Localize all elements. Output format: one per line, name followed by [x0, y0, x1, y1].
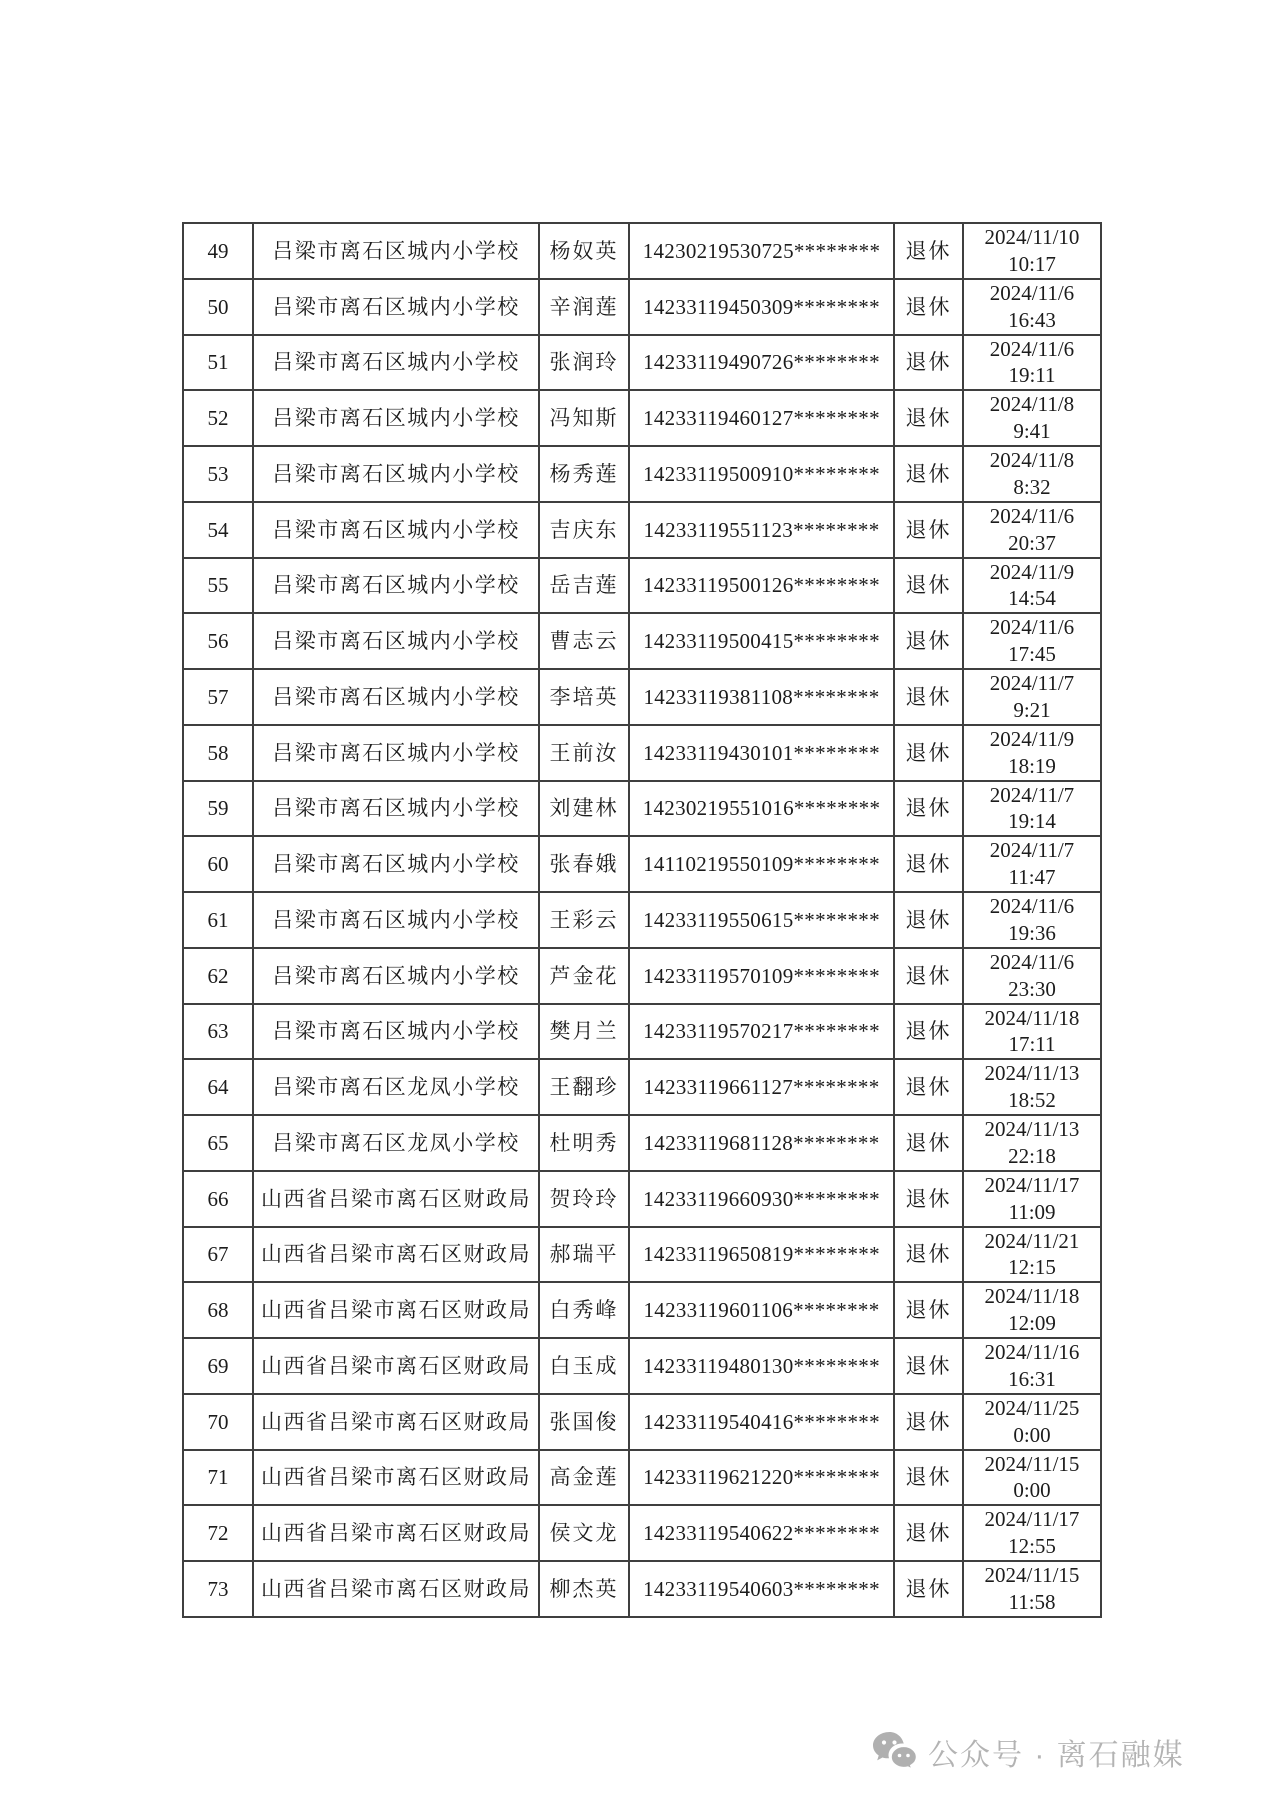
- datetime-cell: [963, 1282, 1101, 1338]
- row-number-cell: 64: [183, 1059, 253, 1115]
- time-text: 18:19: [1008, 753, 1056, 778]
- organization-cell: 吕梁市离石区城内小学校: [253, 390, 539, 446]
- status-cell: 退休: [894, 1450, 963, 1506]
- row-number-cell: 62: [183, 948, 253, 1004]
- datetime-cell: [963, 1338, 1101, 1394]
- table-row: [183, 279, 1101, 335]
- time-text: 18:52: [1008, 1088, 1056, 1113]
- time-text: 12:15: [1008, 1255, 1056, 1280]
- organization-cell: 山西省吕梁市离石区财政局: [253, 1338, 539, 1394]
- table-row: [183, 502, 1101, 558]
- status-cell: 退休: [894, 781, 963, 837]
- person-name-cell: 贺玲玲: [539, 1171, 629, 1227]
- organization-cell: 吕梁市离石区城内小学校: [253, 725, 539, 781]
- organization-cell: 吕梁市离石区龙凤小学校: [253, 1059, 539, 1115]
- time-text: 19:11: [1008, 363, 1056, 388]
- person-name-cell: 杨奴英: [539, 223, 629, 279]
- table-row: [183, 836, 1101, 892]
- id-number-cell: 14233119480130********: [629, 1338, 894, 1394]
- datetime-cell: [963, 836, 1101, 892]
- row-number-cell: 71: [183, 1450, 253, 1506]
- organization-cell: 吕梁市离石区城内小学校: [253, 223, 539, 279]
- datetime-cell: [963, 1450, 1101, 1506]
- organization-cell: 吕梁市离石区城内小学校: [253, 892, 539, 948]
- watermark-text: 公众号 · 离石融媒: [928, 1739, 1185, 1772]
- datetime-cell: [963, 1505, 1101, 1561]
- row-number-cell: 68: [183, 1282, 253, 1338]
- date-text: 2024/11/16: [984, 1340, 1080, 1364]
- id-number-cell: 14233119500126********: [629, 558, 894, 614]
- status-cell: 退休: [894, 390, 963, 446]
- organization-cell: 山西省吕梁市离石区财政局: [253, 1227, 539, 1283]
- row-number-cell: 59: [183, 781, 253, 837]
- organization-cell: 山西省吕梁市离石区财政局: [253, 1394, 539, 1450]
- person-name-cell: 吉庆东: [539, 502, 629, 558]
- status-cell: 退休: [894, 1338, 963, 1394]
- date-text: 2024/11/21: [984, 1228, 1080, 1253]
- id-number-cell: 14233119540603********: [629, 1561, 894, 1617]
- datetime-cell: [963, 725, 1101, 781]
- retiree-table: [182, 222, 1102, 1618]
- id-number-cell: 14233119621220********: [629, 1450, 894, 1506]
- datetime-cell: [963, 948, 1101, 1004]
- id-number-cell: 14233119601106********: [629, 1282, 894, 1338]
- organization-cell: 吕梁市离石区城内小学校: [253, 669, 539, 725]
- datetime-cell: [963, 502, 1101, 558]
- status-cell: 退休: [894, 446, 963, 502]
- time-text: 12:09: [1008, 1311, 1056, 1336]
- id-number-cell: 14233119450309********: [629, 279, 894, 335]
- date-text: 2024/11/6: [989, 280, 1075, 305]
- status-cell: 退休: [894, 613, 963, 669]
- table-row: [183, 948, 1101, 1004]
- row-number-cell: 63: [183, 1004, 253, 1060]
- person-name-cell: 侯文龙: [539, 1505, 629, 1561]
- time-text: 11:58: [1008, 1589, 1056, 1614]
- organization-cell: 山西省吕梁市离石区财政局: [253, 1171, 539, 1227]
- datetime-cell: [963, 613, 1101, 669]
- date-text: 2024/11/6: [989, 949, 1075, 974]
- row-number-cell: 61: [183, 892, 253, 948]
- datetime-cell: [963, 1115, 1101, 1171]
- time-text: 19:36: [1008, 920, 1056, 945]
- datetime-cell: [963, 223, 1101, 279]
- table-row: [183, 1171, 1101, 1227]
- date-text: 2024/11/18: [984, 1005, 1080, 1030]
- date-text: 2024/11/9: [989, 726, 1075, 751]
- date-text: 2024/11/13: [984, 1117, 1080, 1141]
- table-row: [183, 1450, 1101, 1506]
- date-text: 2024/11/17: [984, 1172, 1080, 1197]
- table-row: [183, 1505, 1101, 1561]
- status-cell: 退休: [894, 279, 963, 335]
- person-name-cell: 白玉成: [539, 1338, 629, 1394]
- time-text: 12:55: [1008, 1534, 1056, 1559]
- id-number-cell: 14230219530725********: [629, 223, 894, 279]
- table-row: [183, 446, 1101, 502]
- table-row: [183, 223, 1101, 279]
- status-cell: 退休: [894, 669, 963, 725]
- id-number-cell: 14110219550109********: [629, 836, 894, 892]
- datetime-cell: [963, 892, 1101, 948]
- organization-cell: 吕梁市离石区城内小学校: [253, 446, 539, 502]
- row-number-cell: 49: [183, 223, 253, 279]
- organization-cell: 吕梁市离石区龙凤小学校: [253, 1115, 539, 1171]
- id-number-cell: 14233119681128********: [629, 1115, 894, 1171]
- person-name-cell: 杜明秀: [539, 1115, 629, 1171]
- person-name-cell: 柳杰英: [539, 1561, 629, 1617]
- person-name-cell: 王前汝: [539, 725, 629, 781]
- organization-cell: 吕梁市离石区城内小学校: [253, 1004, 539, 1060]
- organization-cell: 吕梁市离石区城内小学校: [253, 279, 539, 335]
- status-cell: 退休: [894, 1227, 963, 1283]
- row-number-cell: 73: [183, 1561, 253, 1617]
- time-text: 19:14: [1008, 809, 1056, 834]
- row-number-cell: 53: [183, 446, 253, 502]
- organization-cell: 吕梁市离石区城内小学校: [253, 502, 539, 558]
- time-text: 0:00: [1013, 1422, 1051, 1447]
- row-number-cell: 58: [183, 725, 253, 781]
- id-number-cell: 14233119430101********: [629, 725, 894, 781]
- person-name-cell: 杨秀莲: [539, 446, 629, 502]
- person-name-cell: 辛润莲: [539, 279, 629, 335]
- row-number-cell: 54: [183, 502, 253, 558]
- status-cell: 退休: [894, 502, 963, 558]
- table-row: [183, 1059, 1101, 1115]
- row-number-cell: 66: [183, 1171, 253, 1227]
- status-cell: 退休: [894, 1115, 963, 1171]
- organization-cell: 山西省吕梁市离石区财政局: [253, 1505, 539, 1561]
- id-number-cell: 14233119570109********: [629, 948, 894, 1004]
- datetime-cell: [963, 1171, 1101, 1227]
- datetime-cell: [963, 390, 1101, 446]
- person-name-cell: 王翻珍: [539, 1059, 629, 1115]
- wechat-icon: [872, 1731, 918, 1773]
- id-number-cell: 14233119490726********: [629, 335, 894, 391]
- status-cell: 退休: [894, 1171, 963, 1227]
- row-number-cell: 52: [183, 390, 253, 446]
- id-number-cell: 14233119660930********: [629, 1171, 894, 1227]
- person-name-cell: 高金莲: [539, 1450, 629, 1506]
- date-text: 2024/11/9: [989, 559, 1075, 584]
- time-text: 9:41: [1013, 419, 1051, 444]
- date-text: 2024/11/15: [984, 1563, 1080, 1587]
- person-name-cell: 王彩云: [539, 892, 629, 948]
- id-number-cell: 14233119551123********: [629, 502, 894, 558]
- id-number-cell: 14233119500910********: [629, 446, 894, 502]
- status-cell: 退休: [894, 1059, 963, 1115]
- status-cell: 退休: [894, 1561, 963, 1617]
- id-number-cell: 14233119650819********: [629, 1227, 894, 1283]
- date-text: 2024/11/6: [989, 615, 1075, 640]
- table-row: [183, 1561, 1101, 1617]
- row-number-cell: 69: [183, 1338, 253, 1394]
- time-text: 16:43: [1008, 307, 1056, 332]
- person-name-cell: 张润玲: [539, 335, 629, 391]
- organization-cell: 吕梁市离石区城内小学校: [253, 335, 539, 391]
- organization-cell: 吕梁市离石区城内小学校: [253, 781, 539, 837]
- organization-cell: 吕梁市离石区城内小学校: [253, 613, 539, 669]
- organization-cell: 山西省吕梁市离石区财政局: [253, 1561, 539, 1617]
- date-text: 2024/11/8: [989, 392, 1075, 417]
- row-number-cell: 70: [183, 1394, 253, 1450]
- id-number-cell: 14233119500415********: [629, 613, 894, 669]
- table-row: [183, 725, 1101, 781]
- table-row: [183, 335, 1101, 391]
- date-text: 2024/11/7: [989, 838, 1075, 863]
- organization-cell: 山西省吕梁市离石区财政局: [253, 1450, 539, 1506]
- time-text: 23:30: [1008, 976, 1056, 1001]
- date-text: 2024/11/18: [984, 1284, 1080, 1309]
- organization-cell: 吕梁市离石区城内小学校: [253, 558, 539, 614]
- row-number-cell: 57: [183, 669, 253, 725]
- status-cell: 退休: [894, 1282, 963, 1338]
- organization-cell: 吕梁市离石区城内小学校: [253, 836, 539, 892]
- datetime-cell: [963, 669, 1101, 725]
- id-number-cell: 14233119460127********: [629, 390, 894, 446]
- id-number-cell: 14233119661127********: [629, 1059, 894, 1115]
- id-number-cell: 14233119540622********: [629, 1505, 894, 1561]
- table-row: [183, 669, 1101, 725]
- status-cell: 退休: [894, 948, 963, 1004]
- id-number-cell: 14233119570217********: [629, 1004, 894, 1060]
- person-name-cell: 曹志云: [539, 613, 629, 669]
- date-text: 2024/11/7: [989, 671, 1075, 695]
- table-row: [183, 1227, 1101, 1283]
- row-number-cell: 72: [183, 1505, 253, 1561]
- time-text: 22:18: [1008, 1143, 1056, 1168]
- status-cell: 退休: [894, 558, 963, 614]
- row-number-cell: 51: [183, 335, 253, 391]
- datetime-cell: [963, 1227, 1101, 1283]
- datetime-cell: [963, 1394, 1101, 1450]
- status-cell: 退休: [894, 335, 963, 391]
- id-number-cell: 14233119540416********: [629, 1394, 894, 1450]
- time-text: 17:45: [1008, 642, 1056, 667]
- date-text: 2024/11/15: [984, 1451, 1080, 1476]
- status-cell: 退休: [894, 725, 963, 781]
- time-text: 11:09: [1008, 1199, 1056, 1224]
- row-number-cell: 50: [183, 279, 253, 335]
- table-row: [183, 1004, 1101, 1060]
- person-name-cell: 冯知斯: [539, 390, 629, 446]
- person-name-cell: 樊月兰: [539, 1004, 629, 1060]
- date-text: 2024/11/17: [984, 1507, 1080, 1532]
- table-row: [183, 558, 1101, 614]
- date-text: 2024/11/7: [989, 782, 1075, 807]
- row-number-cell: 67: [183, 1227, 253, 1283]
- time-text: 11:47: [1008, 865, 1056, 890]
- person-name-cell: 刘建林: [539, 781, 629, 837]
- status-cell: 退休: [894, 1394, 963, 1450]
- watermark: [872, 1730, 1185, 1774]
- datetime-cell: [963, 279, 1101, 335]
- status-cell: 退休: [894, 892, 963, 948]
- time-text: 16:31: [1008, 1366, 1056, 1391]
- datetime-cell: [963, 446, 1101, 502]
- date-text: 2024/11/25: [984, 1395, 1080, 1420]
- table-row: [183, 1282, 1101, 1338]
- date-text: 2024/11/6: [989, 894, 1075, 918]
- datetime-cell: [963, 558, 1101, 614]
- date-text: 2024/11/10: [984, 225, 1080, 249]
- table-row: [183, 892, 1101, 948]
- datetime-cell: [963, 335, 1101, 391]
- datetime-cell: [963, 1004, 1101, 1060]
- person-name-cell: 郝瑞平: [539, 1227, 629, 1283]
- row-number-cell: 56: [183, 613, 253, 669]
- person-name-cell: 芦金花: [539, 948, 629, 1004]
- id-number-cell: 14230219551016********: [629, 781, 894, 837]
- date-text: 2024/11/13: [984, 1061, 1080, 1086]
- id-number-cell: 14233119381108********: [629, 669, 894, 725]
- person-name-cell: 白秀峰: [539, 1282, 629, 1338]
- person-name-cell: 张国俊: [539, 1394, 629, 1450]
- time-text: 14:54: [1008, 586, 1056, 611]
- person-name-cell: 李培英: [539, 669, 629, 725]
- status-cell: 退休: [894, 836, 963, 892]
- datetime-cell: [963, 1059, 1101, 1115]
- table-row: [183, 613, 1101, 669]
- time-text: 10:17: [1008, 251, 1056, 276]
- status-cell: 退休: [894, 1004, 963, 1060]
- time-text: 9:21: [1013, 697, 1051, 722]
- datetime-cell: [963, 781, 1101, 837]
- id-number-cell: 14233119550615********: [629, 892, 894, 948]
- date-text: 2024/11/6: [989, 503, 1075, 528]
- table-row: [183, 1115, 1101, 1171]
- person-name-cell: 岳吉莲: [539, 558, 629, 614]
- time-text: 8:32: [1013, 474, 1051, 499]
- date-text: 2024/11/8: [989, 448, 1075, 472]
- table-row: [183, 1338, 1101, 1394]
- row-number-cell: 60: [183, 836, 253, 892]
- organization-cell: 山西省吕梁市离石区财政局: [253, 1282, 539, 1338]
- status-cell: 退休: [894, 223, 963, 279]
- row-number-cell: 65: [183, 1115, 253, 1171]
- time-text: 0:00: [1013, 1478, 1051, 1503]
- table-row: [183, 1394, 1101, 1450]
- datetime-cell: [963, 1561, 1101, 1617]
- person-name-cell: 张春娥: [539, 836, 629, 892]
- status-cell: 退休: [894, 1505, 963, 1561]
- table-row: [183, 781, 1101, 837]
- date-text: 2024/11/6: [989, 336, 1075, 361]
- organization-cell: 吕梁市离石区城内小学校: [253, 948, 539, 1004]
- time-text: 17:11: [1008, 1032, 1056, 1057]
- time-text: 20:37: [1008, 530, 1056, 555]
- table-row: [183, 390, 1101, 446]
- row-number-cell: 55: [183, 558, 253, 614]
